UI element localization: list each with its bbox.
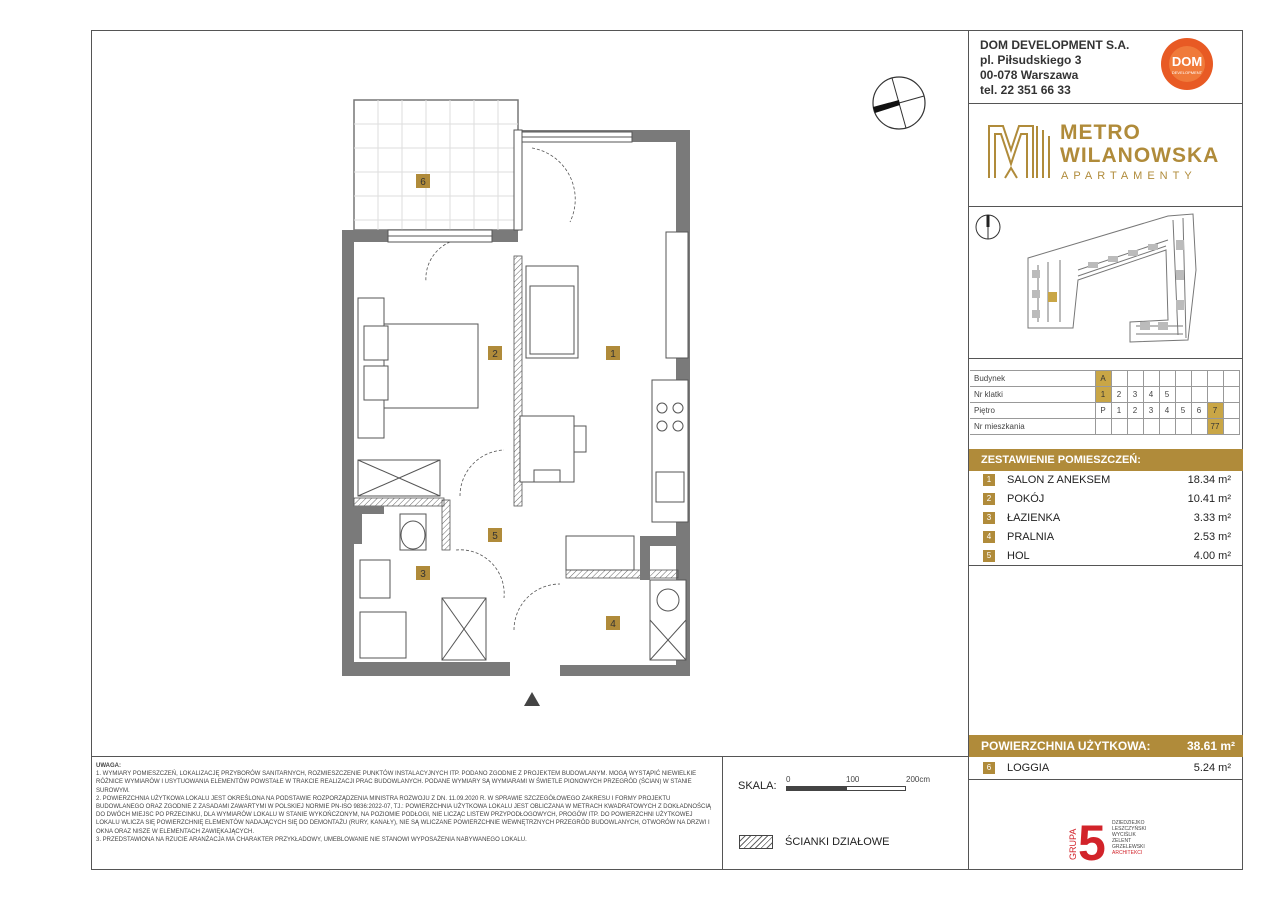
company-address-street: pl. Piłsudskiego 3 [980, 53, 1082, 67]
notes-title: UWAGA: [96, 763, 121, 769]
company-block [980, 38, 1129, 98]
grupa-digit: 5 [1078, 816, 1106, 864]
room-label: 6 [420, 177, 426, 188]
row-label: Nr mieszkania [970, 419, 1095, 435]
separator-line [969, 565, 1243, 566]
room-number-badge: 2 [983, 493, 995, 505]
table-cell [1175, 387, 1191, 403]
table-cell [1143, 371, 1159, 387]
row-label: Budynek [970, 371, 1095, 387]
scale-bar [786, 786, 906, 791]
furniture [358, 232, 688, 660]
table-cell: 4 [1143, 387, 1159, 403]
room-label: 2 [492, 349, 498, 360]
room-area: 2.53 m² [1193, 531, 1231, 543]
room-label: 1 [610, 349, 616, 360]
room-label: 3 [420, 569, 426, 580]
room-name: POKÓJ [1007, 493, 1045, 505]
room-row [983, 529, 1237, 547]
scale-tick: 0 [786, 775, 791, 784]
separator-line [969, 103, 1243, 104]
row-label: Piętro [970, 403, 1095, 419]
table-cell [1175, 371, 1191, 387]
table-row [970, 371, 1239, 387]
company-phone: tel. 22 351 66 33 [980, 83, 1071, 97]
separator-line [969, 779, 1243, 780]
architect-name: GRZELEWSKI [1112, 844, 1145, 850]
loggia [354, 100, 518, 230]
usable-area-label: POWIERZCHNIA UŻYTKOWA: [981, 739, 1151, 753]
footer-divider [91, 756, 969, 757]
room-row [983, 510, 1237, 528]
company-address-city: 00-078 Warszawa [980, 68, 1079, 82]
row-label: Nr klatki [970, 387, 1095, 403]
table-cell [1223, 371, 1239, 387]
floor-plan [330, 70, 950, 710]
table-cell [1223, 419, 1239, 435]
architect-logo [1066, 816, 1186, 864]
table-cell [1191, 419, 1207, 435]
room-area: 10.41 m² [1187, 493, 1231, 505]
room-number-badge: 3 [983, 512, 995, 524]
room-label: 4 [610, 619, 616, 630]
room-name: SALON Z ANEKSEM [1007, 474, 1111, 486]
architect-name: LESZCZYŃSKI [1112, 826, 1147, 832]
table-cell: 4 [1159, 403, 1175, 419]
table-cell: 3 [1127, 387, 1143, 403]
table-cell: 5 [1159, 387, 1175, 403]
partition-wall-swatch [739, 835, 773, 849]
scale-tick: 200cm [906, 775, 931, 784]
table-cell [1127, 371, 1143, 387]
table-row [970, 419, 1239, 435]
apartment-info-table [970, 370, 1240, 435]
room-area: 3.33 m² [1193, 512, 1231, 524]
separator-line [969, 206, 1243, 207]
room-number-badge: 6 [983, 762, 995, 774]
room-row [983, 491, 1237, 509]
project-logo [985, 118, 1235, 188]
usable-area-bar [969, 735, 1243, 757]
table-cell [1207, 371, 1223, 387]
separator-line [969, 358, 1243, 359]
room-number-badge: 5 [983, 550, 995, 562]
room-name: PRALNIA [1007, 531, 1055, 543]
table-cell [1111, 371, 1127, 387]
table-cell [1223, 387, 1239, 403]
table-cell: 7 [1207, 403, 1223, 419]
rooms-header: ZESTAWIENIE POMIESZCZEŃ: [969, 449, 1243, 471]
table-cell: 3 [1143, 403, 1159, 419]
table-row [970, 387, 1239, 403]
architect-name: DZIEDZIEJKO [1112, 820, 1145, 826]
room-area: 5.24 m² [1193, 762, 1231, 774]
project-title-line1: METRO [1060, 121, 1141, 144]
table-cell [1159, 419, 1175, 435]
architect-name: WYCIŚLIK [1112, 832, 1136, 838]
notes-block [96, 762, 716, 844]
project-title-line3: APARTAMENTY [1061, 170, 1197, 182]
project-logo-mark [985, 120, 1055, 182]
table-cell: 2 [1111, 387, 1127, 403]
room-number-badge: 4 [983, 531, 995, 543]
legend-label: ŚCIANKI DZIAŁOWE [785, 836, 890, 848]
grupa5-mark [1066, 816, 1186, 864]
scale-label: SKALA: [738, 780, 777, 792]
dom-development-logo [1157, 36, 1217, 92]
architect-name: ZELENT [1112, 838, 1132, 844]
room-name: ŁAZIENKA [1007, 512, 1061, 524]
logo-subtext: DEVELOPMENT [1171, 70, 1203, 75]
table-row [970, 403, 1239, 419]
project-title-line2: WILANOWSKA [1060, 144, 1220, 167]
room-label: 5 [492, 531, 498, 542]
table-cell: P [1095, 403, 1111, 419]
site-plan-map [1018, 210, 1228, 350]
scale-tick: 100 [846, 775, 860, 784]
table-cell: 1 [1095, 387, 1111, 403]
loggia-row [983, 760, 1237, 778]
room-name: LOGGIA [1007, 762, 1050, 774]
table-cell: 5 [1175, 403, 1191, 419]
usable-area-value: 38.61 m² [1186, 739, 1235, 753]
grupa-word: GRUPA [1068, 828, 1078, 860]
table-cell [1207, 387, 1223, 403]
table-cell [1159, 371, 1175, 387]
note-item: 3. PRZEDSTAWIONA NA RZUCIE ARANŻACJA MA CHARAKTER PRZYKŁADOWY, UMEBLOWANIE NIE STANOWI WYPOSAŻENIA NABYWANEGO LOKALU. [96, 836, 527, 843]
room-area: 18.34 m² [1187, 474, 1231, 486]
room-row [983, 472, 1237, 490]
table-cell [1095, 419, 1111, 435]
note-item: 1. WYMIARY POMIESZCZEŃ, LOKALIZACJĘ PRZYBORÓW SANITARNYCH, ROZMIESZCZENIE PUNKTÓW INSTALACYJNYCH ITP. PODANO ZGODNIE Z PROJEKTEM BUDOWLANYM. MOGĄ WYSTĄPIĆ NIEWIELKIE RÓŻNICE WYMIARÓW I USYTUOWANIA ELEMENTÓW POWSTAŁE W TRAKCIE REALIZACJI PRAC BUDOWLANYCH. PODANE WYMIARY SĄ WYMIARAMI W ŚWIETLE PIONOWYCH PRZEGRÓD (ŚCIAN) W STANIE SUROWYM. [96, 771, 697, 794]
table-cell: 6 [1191, 403, 1207, 419]
table-cell: 77 [1207, 419, 1223, 435]
scale-bar-fill [787, 787, 847, 790]
site-compass-icon [974, 213, 1002, 241]
table-cell [1143, 419, 1159, 435]
note-item: 2. POWIERZCHNIA UŻYTKOWA LOKALU JEST OKREŚLONA NA PODSTAWIE ROZPORZĄDZENIA MINISTRA ROZWOJU Z DN. 11.09.2020 R. W SPRAWIE SZCZEGÓŁOWEGO ZAKRESU I FORMY PROJEKTU BUDOWLANEGO ORAZ ZGODNIE Z ZASADAMI ZAWARTYMI W POLSKIEJ NORMIE PN-ISO 9836:2022-07, TJ.: POWIERZCHNIA UŻYTKOWA LOKALU JEST OBLICZANA W METRACH KWADRATOWYCH Z DOKŁADNOŚCIĄ DO DWÓCH MIEJSC PO PRZECINKU, DLA WYMIARÓW LOKALU W STANIE WYKOŃCZONYM, NA POZIOMIE PODŁOGI, NIE LICZĄC LISTEW PRZYPODŁOGOWYCH, PROGÓW ITP. DO POWIERZCHNI UŻYTKOWEJ LOKALU WLICZA SIĘ POWIERZCHNIĘ ELEMENTÓW NADAJĄCYCH SIĘ DO DEMONTAŻU (RURY, KANAŁY), NIE SĄ WLICZANE POWIERZCHNIE WEWNĘTRZNYCH PRZEGRÓD BUDOWLANYCH, OTWORÓW NA DRZWI I OKNA ORAZ NISZE W ELEMENTACH ZAWIĘKAJĄCYCH. [96, 795, 711, 835]
table-cell [1191, 371, 1207, 387]
table-cell [1223, 403, 1239, 419]
room-number-badge: 1 [983, 474, 995, 486]
table-cell: 2 [1127, 403, 1143, 419]
entrance-arrow-icon [524, 692, 540, 706]
architect-name: ARCHITEKCI [1112, 850, 1143, 856]
table-cell: 1 [1111, 403, 1127, 419]
table-cell [1111, 419, 1127, 435]
table-cell [1191, 387, 1207, 403]
room-area: 4.00 m² [1193, 550, 1231, 562]
table-cell [1175, 419, 1191, 435]
room-name: HOL [1007, 550, 1030, 562]
room-row [983, 548, 1237, 566]
table-cell: A [1095, 371, 1111, 387]
footer-column-divider [722, 756, 723, 870]
logo-text: DOM [1171, 54, 1203, 69]
company-name: DOM DEVELOPMENT S.A. [980, 38, 1130, 52]
table-cell [1127, 419, 1143, 435]
